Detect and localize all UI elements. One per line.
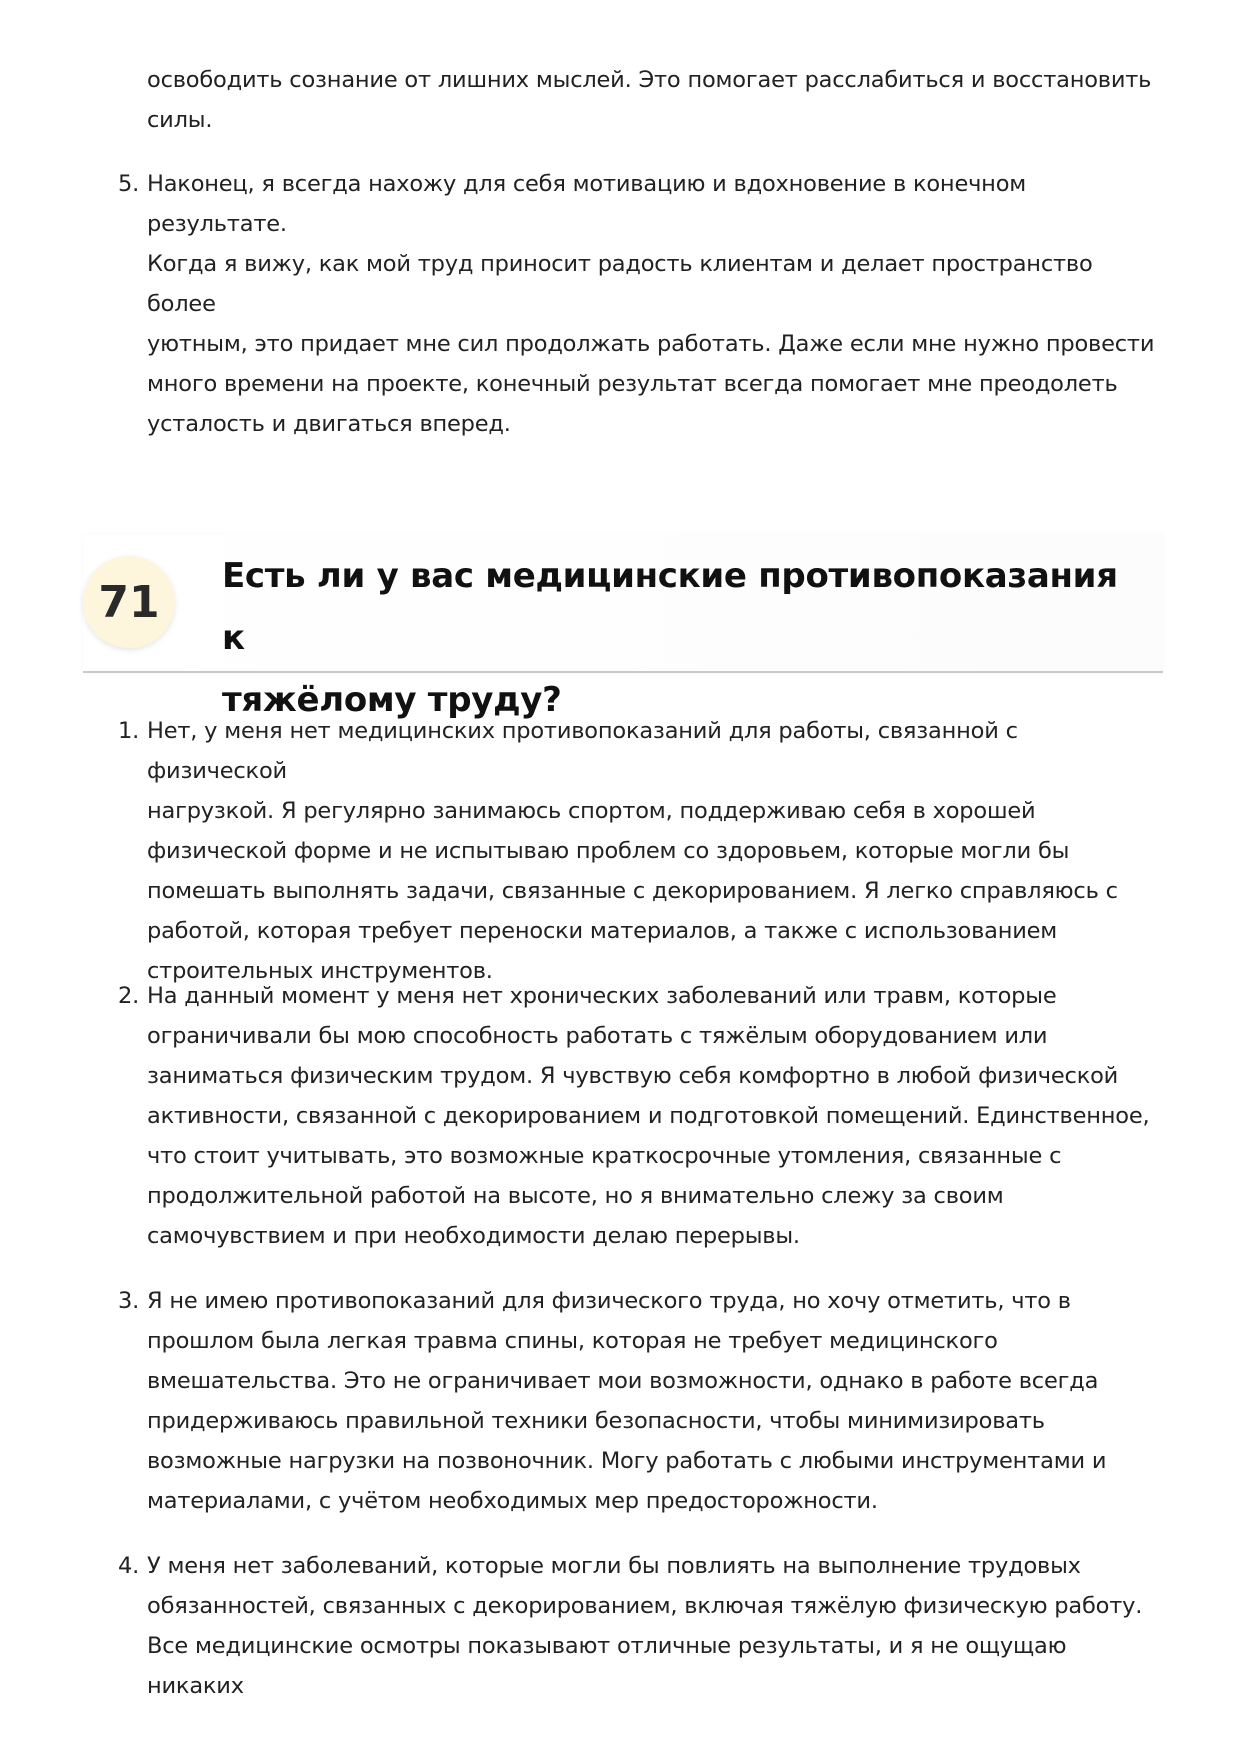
text-line: помешать выполнять задачи, связанные с декорированием. Я легко справляюсь с — [147, 878, 1118, 904]
text-line: освободить сознание от лишних мыслей. Это помогает расслабиться и восстановить — [147, 67, 1152, 93]
continuation-paragraph — [147, 60, 1157, 140]
text-line: Нет, у меня нет медицинских противопоказаний для работы, связанной с физической — [147, 718, 1018, 784]
answer-item-1 — [147, 711, 1157, 991]
text-line: усталость и двигаться вперед. — [147, 411, 511, 437]
list-number: 3. — [118, 1288, 140, 1314]
list-number: 5. — [118, 171, 140, 197]
text-line: заниматься физическим трудом. Я чувствую себя комфортно в любой физической — [147, 1063, 1119, 1089]
answer-item-2 — [147, 976, 1157, 1256]
text-line: Когда я вижу, как мой труд приносит радость клиентам и делает пространство более — [147, 251, 1093, 317]
answer-item-4 — [147, 1546, 1157, 1706]
list-number: 4. — [118, 1553, 140, 1579]
text-line: продолжительной работой на высоте, но я внимательно слежу за своим — [147, 1183, 1004, 1209]
text-line: работой, которая требует переноски материалов, а также с использованием — [147, 918, 1058, 944]
text-line: У меня нет заболеваний, которые могли бы повлиять на выполнение трудовых — [147, 1553, 1081, 1579]
text-line: придерживаюсь правильной техники безопасности, чтобы минимизировать — [147, 1408, 1045, 1434]
text-line: обязанностей, связанных с декорированием, включая тяжёлую физическую работу. — [147, 1593, 1143, 1619]
text-line: ограничивали бы мою способность работать с тяжёлым оборудованием или — [147, 1023, 1048, 1049]
text-line: вмешательства. Это не ограничивает мои возможности, однако в работе всегда — [147, 1368, 1099, 1394]
question-title-line: Есть ли у вас медицинские противопоказания к — [222, 556, 1118, 658]
text-line: Все медицинские осмотры показывают отличные результаты, и я не ощущаю никаких — [147, 1633, 1067, 1699]
text-line: уютным, это придает мне сил продолжать работать. Даже если мне нужно провести — [147, 331, 1155, 357]
text-line: Я не имею противопоказаний для физического труда, но хочу отметить, что в — [147, 1288, 1071, 1314]
text-line: прошлом была легкая травма спины, которая не требует медицинского — [147, 1328, 998, 1354]
text-line: активности, связанной с декорированием и подготовкой помещений. Единственное, — [147, 1103, 1150, 1129]
text-line: самочувствием и при необходимости делаю перерывы. — [147, 1223, 800, 1249]
list-number: 1. — [118, 718, 140, 744]
list-item-5 — [147, 164, 1157, 444]
text-line: Наконец, я всегда нахожу для себя мотивацию и вдохновение в конечном результате. — [147, 171, 1027, 237]
text-line: силы. — [147, 107, 213, 133]
text-line: возможные нагрузки на позвоночник. Могу работать с любыми инструментами и — [147, 1448, 1107, 1474]
text-line: нагрузкой. Я регулярно занимаюсь спортом, поддерживаю себя в хорошей — [147, 798, 1036, 824]
question-title — [222, 545, 1122, 731]
text-line: На данный момент у меня нет хронических заболеваний или травм, которые — [147, 983, 1057, 1009]
list-number: 2. — [118, 983, 140, 1009]
text-line: что стоит учитывать, это возможные краткосрочные утомления, связанные с — [147, 1143, 1062, 1169]
text-line: материалами, с учётом необходимых мер предосторожности. — [147, 1488, 878, 1514]
answer-item-3 — [147, 1281, 1157, 1521]
text-line: физической форме и не испытываю проблем со здоровьем, которые могли бы — [147, 838, 1070, 864]
text-line: строительных инструментов. — [147, 958, 493, 984]
question-title-line: тяжёлому труду? — [222, 680, 562, 720]
question-number-badge: 71 — [83, 556, 175, 648]
text-line: много времени на проекте, конечный результат всегда помогает мне преодолеть — [147, 371, 1118, 397]
